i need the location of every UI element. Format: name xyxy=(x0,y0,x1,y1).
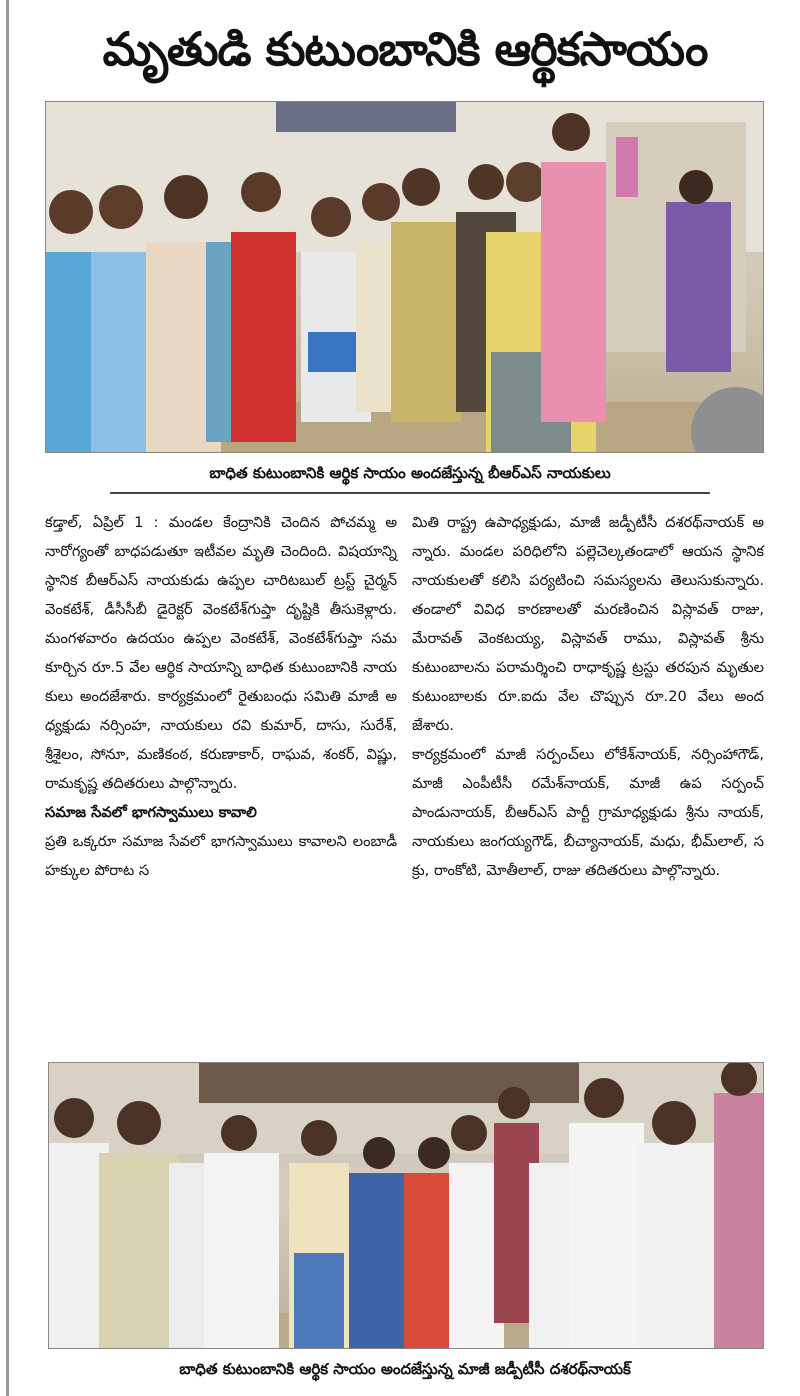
article-paragraph: కార్యక్రమంలో మాజీ సర్పంచ్‌లు లోకేశ్‌నాయక్, నర్సింహాగౌడ్, మాజీ ఎంపీటీసీ రమేశ్‌నాయక్, మాజీ ఉప సర్పంచ్ పాండునాయక్, బీఆర్ఎస్ పార్టీ గ్రామాధ్యక్షుడు శ్రీను నాయక్, నాయకులు జంగయ్యగౌడ్, బీచ్యానాయక్, మధు, భీమ్‌లాల్, సక్రు, రాంకోటి, మోతీలాల్, రాజు తదితరులు పాల్గొన్నారు. xyxy=(412,746,764,879)
page-border xyxy=(6,0,9,1396)
news-photo-former-zptc xyxy=(48,1062,764,1349)
article-paragraph: కడ్తాల్, ఏప్రిల్ 1 : మండల కేంద్రానికి చెందిన పోచమ్మ అనారోగ్యంతో బాధపడుతూ ఇటీవల మృతి చెందింది. విషయాన్ని స్థానిక బీఆర్ఎస్ నాయకుడు ఉప్పల చారిటబుల్ ట్రస్ట్ చైర్మన్ వెంకటేశ్, డీసీసీబీ డైరెక్టర్ వెంకటేశ్‌గుప్తా దృష్టికి తీసుకెళ్లారు. మంగళవారం ఉదయం ఉప్పల వెంకటేశ్, వెంకటేశ్‌గుప్తా సమకూర్చిన రూ.5 వేల ఆర్థిక సాయాన్ని బాధిత కుటుంబానికి నాయకులు అందజేశారు. కార్యక్రమంలో రైతుబంధు సమితి మాజీ అధ్యక్షుడు నర్సింహ, నాయకులు రవి కుమార్, దాసు, సురేశ్, శ్రీశైలం, సోనూ, మణికంఠ, కరుణాకార్, రాఘవ, శంకర్, విష్ణు, రామకృష్ణ తదితరులు పాల్గొన్నారు. xyxy=(45,514,397,792)
article-paragraph: మితి రాష్ట్ర ఉపాధ్యక్షుడు, మాజీ జడ్పీటీసీ దశరథ్‌నాయక్ అన్నారు. మండల పరిధిలోని పల్లెచెల్కతండాలో ఆయన స్థానిక నాయకులతో కలిసి పర్యటించి సమస్యలను తెలుసుకున్నారు. తండాలో వివిధ కారణాలతో మరణించిన విస్లావత్ రాజు, మేరావత్ వెంకటయ్య, విస్లావత్ రాము, విస్లావత్ శ్రీను కుటుంబాలను పరామర్శించి రాధాకృష్ణ ట్రస్టు తరపున మృతుల కుటుంబాలకు రూ.ఐదు వేల చొప్పున రూ.20 వేలు అందజేశారు. xyxy=(412,514,764,734)
photo-caption-bottom: బాధిత కుటుంబానికి ఆర్థిక సాయం అందజేస్తున్న మాజీ జడ్పీటీసీ దశరథ్‌నాయక్ xyxy=(179,1360,631,1378)
photo-caption-top: బాధిత కుటుంబానికి ఆర్థిక సాయం అందజేస్తున్న బీఆర్ఎస్ నాయకులు xyxy=(209,464,611,482)
article-paragraph: ప్రతి ఒక్కరూ సమాజ సేవలో భాగస్వాములు కావాలని లంబాడీ హక్కుల పోరాట స xyxy=(45,833,397,879)
headline: మృతుడి కుటుంబానికి ఆర్థికసాయం xyxy=(102,22,708,76)
article-column-left xyxy=(45,508,397,1053)
article-subhead: సమాజ సేవలో భాగస్వాములు కావాలి xyxy=(45,804,257,821)
article-column-right xyxy=(412,508,764,1053)
caption-rule xyxy=(110,492,710,494)
news-photo-brs-leaders xyxy=(45,101,764,453)
